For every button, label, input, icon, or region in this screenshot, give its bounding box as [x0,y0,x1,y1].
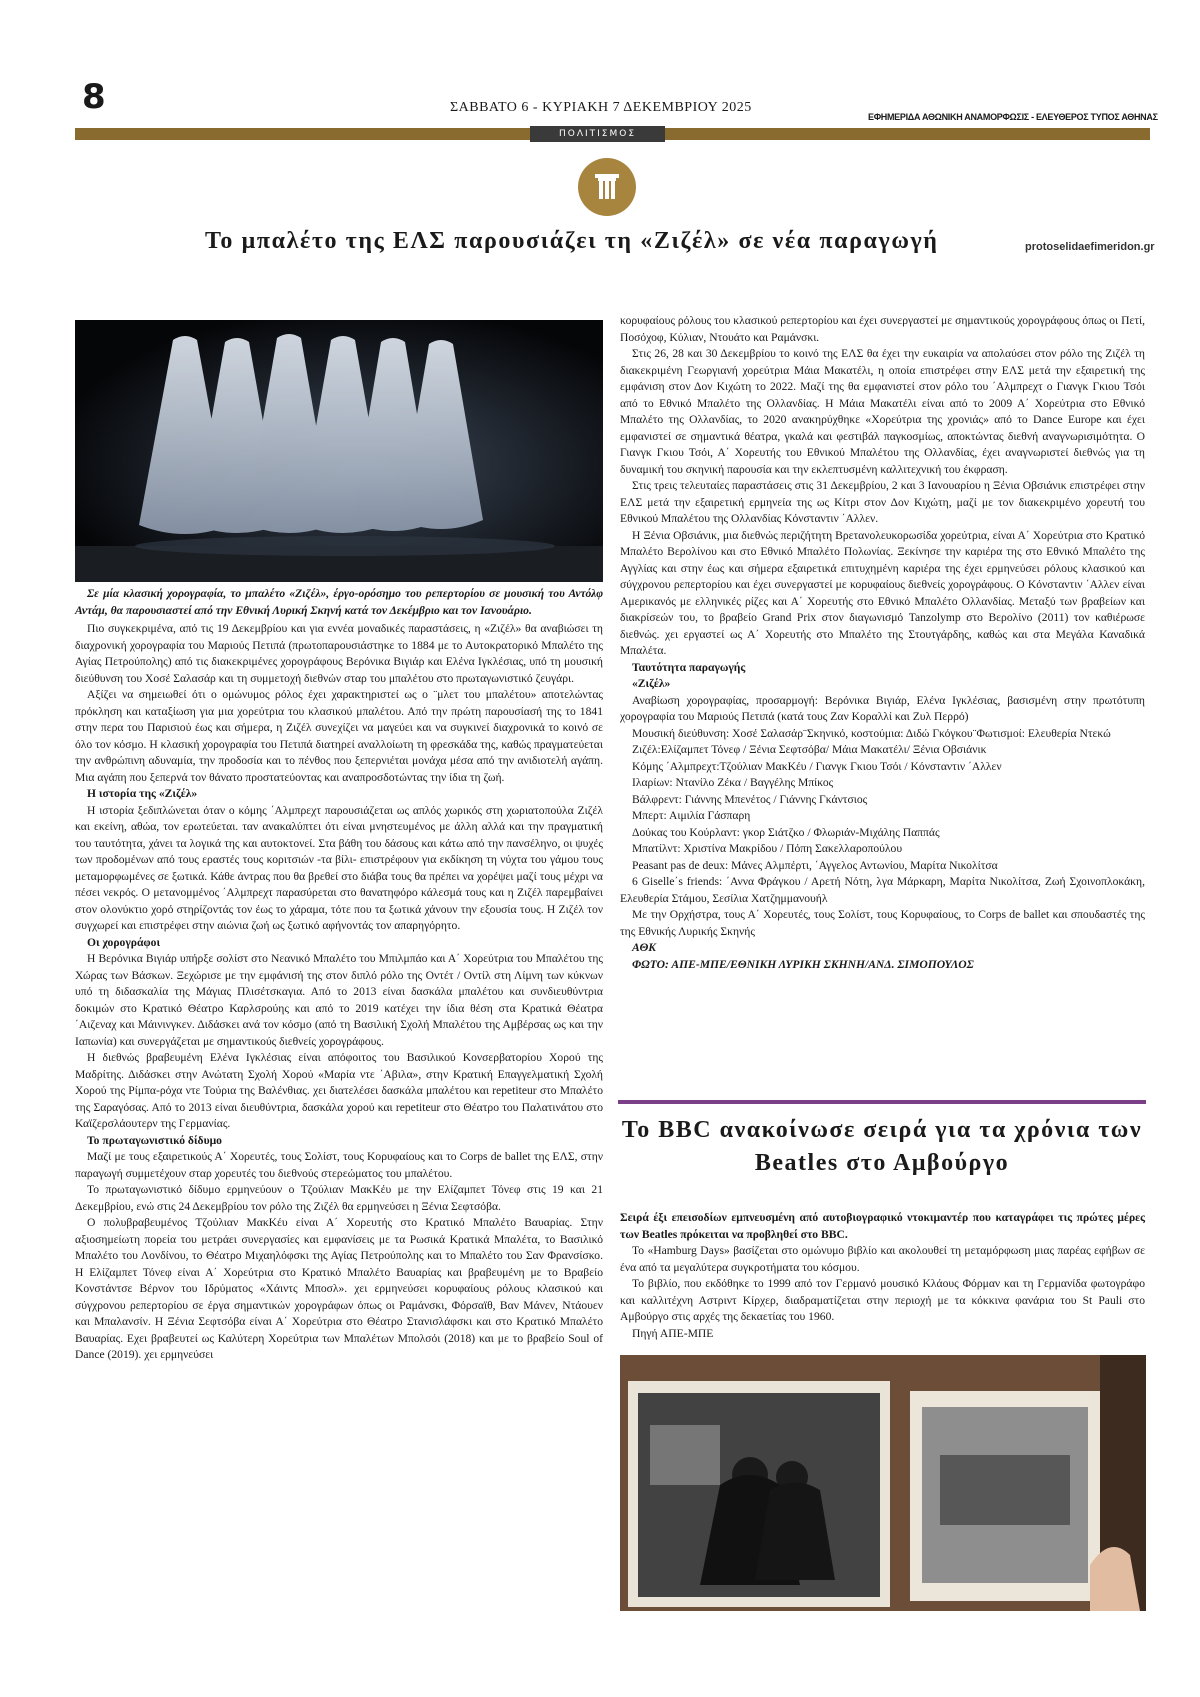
body-paragraph: Το πρωταγωνιστικό δίδυμο ερμηνεύουν ο Τζούλιαν ΜακΚέυ με την Ελίζαμπετ Τόνεφ στις 19 και 21 Δεκεμβρίου, ενώ στις 24 Δεκεμβρίου τον ρόλο της Ζιζέλ θα ερμηνεύσει η Ξένια Σεφτσόβα. [75,1183,603,1213]
production-credit-line: Ιλαρίων: Ντανίλο Ζέκα / Βαγγέλης Μπίκος [632,776,834,789]
bbc-source: Πηγή ΑΠΕ-ΜΠΕ [632,1326,714,1340]
production-credit-line: Peasant pas de deux: Μάνες Αλμπέρτι, ΄Αγγελος Αντωνίου, Μαρίτα Νικολίτσα [632,858,998,872]
article-headline: Το μπαλέτο της ΕΛΣ παρουσιάζει τη «Ζιζέλ» σε νέα παραγωγή [205,228,939,254]
issue-date: ΣΑΒΒΑΤΟ 6 - ΚΥΡΙΑΚΗ 7 ΔΕΚΕΜΒΡΙΟΥ 2025 [450,100,752,115]
agency-signature: ΑΘΚ [632,941,657,954]
production-credit-line: Βάλφρεντ: Γιάννης Μπενέτος / Γιάννης Γκάντσιος [632,792,868,806]
production-credit-line: Μουσική διεύθυνση: Χοσέ Σαλασάρ¨Σκηνικό, κοστούμια: Διδώ Γκόγκου¨Φωτισμοί: Ελευθερία Ντεκώ [632,726,1111,740]
body-paragraph: Η Βερόνικα Βιγιάρ υπήρξε σολίστ στο Νεανικό Μπαλέτο του Μπιλμπάο και Α΄ Χορεύτρια του Μπαλέτου της Χώρας των Βάσκων. Ξεχώρισε με την εμφάνισή της στον διπλό ρόλο της Οντέτ / Οντίλ στη Λίμνη των κύκνων υπό τη διδασκαλία της Μάγιας Πλισέτσκαγια. Από το 2013 είναι δασκάλα μπαλέτου και συνδιευθύντρια δοκιμών στο Κρατικό Θέατρο Καρλσρούης και από το 2019 κατέχει την ίδια θέση στα Κρατικά Θέατρα ΄Αιζεναχ και Μάινινγκεν. Διδάσκει ανά τον κόσμο (από τη Βασιλική Σχολή Μπαλέτου της Αμβέρσας ως και την Ιαπωνία) και συνεργάζεται με σημαντικούς διεθνείς χορογράφους. [75,952,603,1048]
article-right-column [620,313,1145,973]
body-paragraph: Στις 26, 28 και 30 Δεκεμβρίου το κοινό της ΕΛΣ θα έχει την ευκαιρία να απολαύσει στον ρόλο της Ζιζέλ τη διακεκριμένη Γεωργιανή χορεύτρια Μάια Μακατέλι, η οποία επιστρέφει στην ΕΛΣ μετά την εξαιρετική της εμφάνιση στον Δον Κιχώτη το 2022. Μαζί της θα εμφανιστεί στον ρόλο του ΄Αλμπρεχτ ο Γιανγκ Γκιου Τσόι από το Εθνικό Μπαλέτο της Ολλανδίας. Η Μάια Μακατέλι είναι από το 2009 Α΄ Χορεύτρια στο Εθνικό Μπαλέτο της Ολλανδίας, το 2020 ανακηρύχθηκε «Χορεύτρια της χρονιάς» από το Dance Europe και έχει εμφανιστεί σε σημαντικά θέατρα, γκαλά και φεστιβάλ παγκοσμίως, αποκτώντας διεθνή αναγνωρισιμότητα. Ο Γιανγκ Γκιου Τσόι, Α΄ Χορευτής του Εθνικού Μπαλέτου της Ολλανδίας, έχει αναγνωριστεί διεθνώς για τη δυναμική του σκηνική παρουσία και την εκλεπτυσμένη καλλιτεχνική του έκφραση. [620,347,1145,476]
body-paragraph: Μαζί με τους εξαιρετικούς Α΄ Χορευτές, τους Σολίστ, τους Κορυφαίους και το Corps de ballet της ΕΛΣ, στην παραγωγή συμμετέχουν σταρ χορευτές του διεθνούς στερεώματος του μπαλέτου. [75,1150,603,1180]
photo-caption: Σε μία κλασική χορογραφία, το μπαλέτο «Ζιζέλ», έργο-ορόσημο του ρεπερτορίου σε μουσική του Αντόλφ Αντάμ, θα παρουσιαστεί από την Εθνική Λυρική Σκηνή κατά τον Δεκέμβριο και τον Ιανουάριο. [75,587,603,617]
newspaper-masthead: ΕΦΗΜΕΡΙΔΑ ΑΘΩΝΙΚΗ ΑΝΑΜΟΡΦΩΣΙΣ - ΕΛΕΥΘΕΡΟΣ ΤΥΠΟΣ ΑΘΗΝΑΣ [868,112,1158,122]
column-icon [578,158,636,216]
production-credit-line: Μπατίλντ: Χριστίνα Μακρίδου / Πόπη Σακελλαροπούλου [632,842,903,855]
page-number: 8 [82,77,106,117]
source-url: protoselidaefimeridon.gr [1025,241,1155,253]
bbc-article-headline: Το BBC ανακοίνωσε σειρά για τα χρόνια των Beatles στο Αμβούργο [621,1117,1143,1176]
body-paragraph: Πιο συγκεκριμένα, από τις 19 Δεκεμβρίου και για εννέα μοναδικές παραστάσεις, η «Ζιζέλ» θα αναβιώσει τη διαχρονική χορογραφία του Μαριούς Πετιπά (πρωτοπαρουσιάστηκε το 1884 με το Αυτοκρατορικό Μπαλέτο της Αγίας Πετρούπολης) από τις διακεκριμένες χορογράφους Βερόνικα Βιγιάρ και Ελένα Ιγκλέσιας, υπό τη μουσική διεύθυνση του Χοσέ Σαλασάρ και τη συμμετοχή διεθνών σταρ του μπαλέτου στο πρωταγωνιστικό ζευγάρι. [75,622,603,685]
production-credit-line: Κόμης ΄Αλμπρεχτ:Τζούλιαν ΜακΚέυ / Γιανγκ Γκιου Τσόι / Κόνσταντιν ΄Αλλεν [632,759,1002,773]
production-title: «Ζιζέλ» [632,677,671,690]
production-credit-line: Μπερτ: Αιμιλία Γάσπαρη [632,809,751,822]
body-paragraph: κορυφαίους ρόλους του κλασικού ρεπερτορίου και έχει συνεργαστεί με σημαντικούς χορογράφους όπως οι Πετί, Ποσόχοφ, Κύλιαν, Ντουάτο και Ραμάνσκι. [620,314,1145,344]
subheading-choreographers: Οι χορογράφοι [87,935,161,949]
production-credit-line: Δούκας του Κούρλαντ: γκορ Σιάτζκο / Φλωριάν-Μιχάλης Παππάς [632,825,940,839]
body-paragraph: Αξίζει να σημειωθεί ότι ο ομώνυμος ρόλος έχει χαρακτηριστεί ως ο ¨μλετ του μπαλέτου» αποτελώντας πρόκληση και καταξίωση για μια χορεύτρια του κλασικού μπαλέτου. Από την πρώτη παρουσίασή της το 1841 στην περα του Παρισιού έως και σήμερα, η Ζιζέλ συνεχίζει να μαγεύει και να συγκινεί διαχρονικά το κοινό σε όλο τον κόσμο. Η κλασική χορογραφία του Πετιπά διατηρεί αναλλοίωτη τη φρεσκάδα της, καθώς πραγματεύεται την ανθρώπινη αδυναμία, την προδοσία και το πένθος που ξεπερνιέται μονάχα μέσα από την ανιδιοτελή αγάπη. Μια αγάπη που ξεπερνά τον θάνατο προστατεύοντας και αναπροσδοτώντας την ίδια τη ζωή. [75,688,603,784]
article-divider [618,1100,1146,1104]
body-paragraph: Το «Hamburg Days» βασίζεται στο ομώνυμο βιβλίο και ακολουθεί τη μεταμόρφωση μιας παρέας εφήβων σε ένα από τα μεγαλύτερα συγκροτήματα του κόσμου. [620,1244,1145,1274]
body-paragraph: Ο πολυβραβευμένος Τζούλιαν ΜακΚέυ είναι Α΄ Χορευτής στο Κρατικό Μπαλέτο Βαυαρίας. Στην αξιοσημείωτη πορεία του μετράει συνεργασίες και εμφανίσεις με τα Ρωσικά Κρατικά Μπαλέτα, το Βασιλικό Μπαλέτο του Λονδίνου, το Θέατρο Μιχαηλόφσκι της Αγίας Πετρούπολης και το Μπαλέτο του Σαν Φρανσίσκο. Η Ελίζαμπετ Τόνεφ είναι Α΄ Χορεύτρια στο Κρατικό Μπαλέτο Βαυαρίας και βραβευμένη με το Βραβείο Κονστάντσε Βέρνον του Ιδρύματος «Χάιντς Μποσλ». χει ερμηνεύσει κορυφαίους ρόλους κλασικού και σύγχρονου ρεπερτορίου σε έργα σημαντικών χορογράφων όπως οι Ραμάνσκι, Φόρσαϊθ, Βαν Μάνεν, Ντάουεν και Μπαλανσίν. Η Ξένια Σεφτσόβα είναι Α΄ Χορεύτρια στο Θέατρο Στανισλάφσκι και στο Κρατικό Μπαλέτο Βαυαρίας. Εχει βραβευτεί ως Καλύτερη Χορεύτρια των Μπαλέτων Μπολσόι (2018) και με το βραβείο Soul of Dance (2019). χει ερμηνεύσει [75,1216,603,1361]
article-left-column [75,586,603,1364]
production-credit-line: Αναβίωση χορογραφίας, προσαρμογή: Βερόνικα Βιγιάρ, Ελένα Ιγκλέσιας, βασισμένη στην πρωτότυπη χορογραφία του Μαριούς Πετιπά (κατά τους Ζαν Κοραλλί και Ζυλ Περρό) [620,693,1145,723]
body-paragraph: Η ιστορία ξεδιπλώνεται όταν ο κόμης ΄Αλμπρεχτ παρουσιάζεται ως απλός χωρικός στη χωριατοπούλα Ζιζέλ και εκείνη, αθώα, τον ερωτεύεται. ταν ανακαλύπτει ότι είναι μνηστευμένος με άλλη αλλά και την πραγματική του ταυτότητα, χάνει τα λογικά της και αυτοκτονεί. Στα βάθη του δάσους και κάτω από την πανσέληνο, οι ψυχές των προδομένων από τους εραστές τους κοριτσιών -τα βίλι- επιστρέφουν για εκδίκηση τη νύχτα του γάμου τους μεταμορφωμένες σε ξωτικά. Κάθε άντρας που θα βρεθεί στο διάβα τους θα πρέπει να χορέψει μαζί τους μέχρι να πέσει νεκρός. Ο μετανομμένος ΄Αλμπρεχτ παρασύρεται στο θανατηφόρο κάλεσμά τους και η Ζιζέλ παρεμβαίνει στον ολονύκτιο χορό στηρίζοντάς τον έως το χάραμα, τότε που τα ξωτικά χάνουν την εξουσία τους. Η Ζιζέλ τον συγχωρεί και επιστρέφει στην αιώνια ζωή ως ξωτικό αφήνοντάς τον απαρηγόρητο. [75,803,603,932]
giselle-ballet-photo [75,320,603,582]
production-credit-line: Ζιζέλ:Ελίζαμπετ Τόνεφ / Ξένια Σεφτσόβα/ Μάια Μακατέλι/ Ξένια Οβσιάνικ [632,743,987,756]
production-credit-line: Με την Ορχήστρα, τους Α΄ Χορευτές, τους Σολίστ, τους Κορυφαίους, το Corps de ballet και σπουδαστές της της Εθνικής Λυρικής Σκηνής [620,908,1145,938]
bbc-article-body [620,1210,1145,1342]
beatles-exhibition-photo [620,1355,1146,1611]
production-credit-line: 6 Giselle΄s friends: ΄Αννα Φράγκου / Αρετή Νότη, λγα Μάρκαρη, Μαρίτα Νικολίτσα, Ζωή Σχοινοπλοκάκη, Ελευθερία Στάμου, Σεσίλια Χατζημμανουήλ [620,875,1145,905]
subheading-duo: Το πρωταγωνιστικό δίδυμο [87,1133,222,1147]
subheading-production: Ταυτότητα παραγωγής [632,660,746,674]
photo-credit: ΦΩΤΟ: ΑΠΕ-ΜΠΕ/ΕΘΝΙΚΗ ΛΥΡΙΚΗ ΣΚΗΝΗ/ΑΝΔ. ΣΙΜΟΠΟΥΛΟΣ [632,957,974,971]
section-label: ΠΟΛΙΤΙΣΜΟΣ [530,126,665,142]
body-paragraph: Το βιβλίο, που εκδόθηκε το 1999 από τον Γερμανό μουσικό Κλάους Φόρμαν και τη Γερμανίδα φωτογράφο και καλλιτέχνη Αστριντ Κίρχερ, διαδραματίζεται στην περιοχή με τα κόκκινα φανάρια του St Pauli στο Αμβούργο στις αρχές της δεκαετίας του 1960. [620,1277,1145,1323]
body-paragraph: Η διεθνώς βραβευμένη Ελένα Ιγκλέσιας είναι απόφοιτος του Βασιλικού Κονσερβατορίου Χορού της Μαδρίτης. Διδάσκει στην Ανώτατη Σχολή Χορού «Μαρία ντε ΄Αβιλα», στην Κρατική Επαγγελματική Σχολή Χορού της Ρίμπα-ρόχα ντε Τούρια της Βαλένθιας. χει διατελέσει δασκάλα μπαλέτου και repetiteur στο Μπαλέτο της Σαραγόσας. Από το 2013 είναι διευθύντρια, δασκάλα χορού και repetiteur στο Θέατρο του Παλατινάτου στο Καϊζερσλάουτερν της Γερμανίας. [75,1051,603,1130]
body-paragraph: Στις τρεις τελευταίες παραστάσεις στις 31 Δεκεμβρίου, 2 και 3 Ιανουαρίου η Ξένια Οβσιάνικ επιστρέφει στην ΕΛΣ μετά την εξαιρετική ερμηνεία της ως Κίτρι στον Δον Κιχώτη, μαζί με τον διακεκριμένο χορευτή του Εθνικού Μπαλέτου της Ολλανδίας Κόνσταντιν ΄Αλλεν. [620,479,1145,525]
body-paragraph: Η Ξένια Οβσιάνικ, μια διεθνώς περιζήτητη Βρετανολευκορωσίδα χορεύτρια, είναι Α΄ Χορεύτρια στο Κρατικό Μπαλέτο Βερολίνου και στο Εθνικό Μπαλέτο Πολωνίας. Ξεκίνησε την καριέρα της στο Εθνικό Μπαλέτο της Αγγλίας και στην έως και σήμερα εξαιρετικά επιτυχημένη καριέρα της έχει ερμηνεύσει ρόλους κλασικού και σύγχρονου ρεπερτορίου και έχει συνεργαστεί με κορυφαίους διεθνείς χορογράφους. Ο Κόνσταντιν ΄Αλλεν είναι Αμερικανός με ελληνικές ρίζες και Α΄ Χορευτής στο Εθνικό Μπαλέτο Ολλανδίας. Μεταξύ των βραβείων και διακρίσεών του, το βραβείο Grand Prix στον διαγωνισμό Tanzolymp στο Βερολίνο (2011) τον καθιέρωσε διεθνώς. χει εργαστεί ως Α΄ Χορευτής στο Μπαλέτο της Στουτγάρδης, καθώς και στα Μεγάλα Καναδικά Μπαλέτα. [620,528,1145,657]
subheading-story: Η ιστορία της «Ζιζέλ» [87,787,198,800]
bbc-lead: Σειρά έξι επεισοδίων εμπνευσμένη από αυτοβιογραφικό ντοκιμαντέρ που καταγράφει τις πρώτες μέρες των Beatles πρόκειται να προβληθεί στο BBC. [620,1211,1145,1241]
